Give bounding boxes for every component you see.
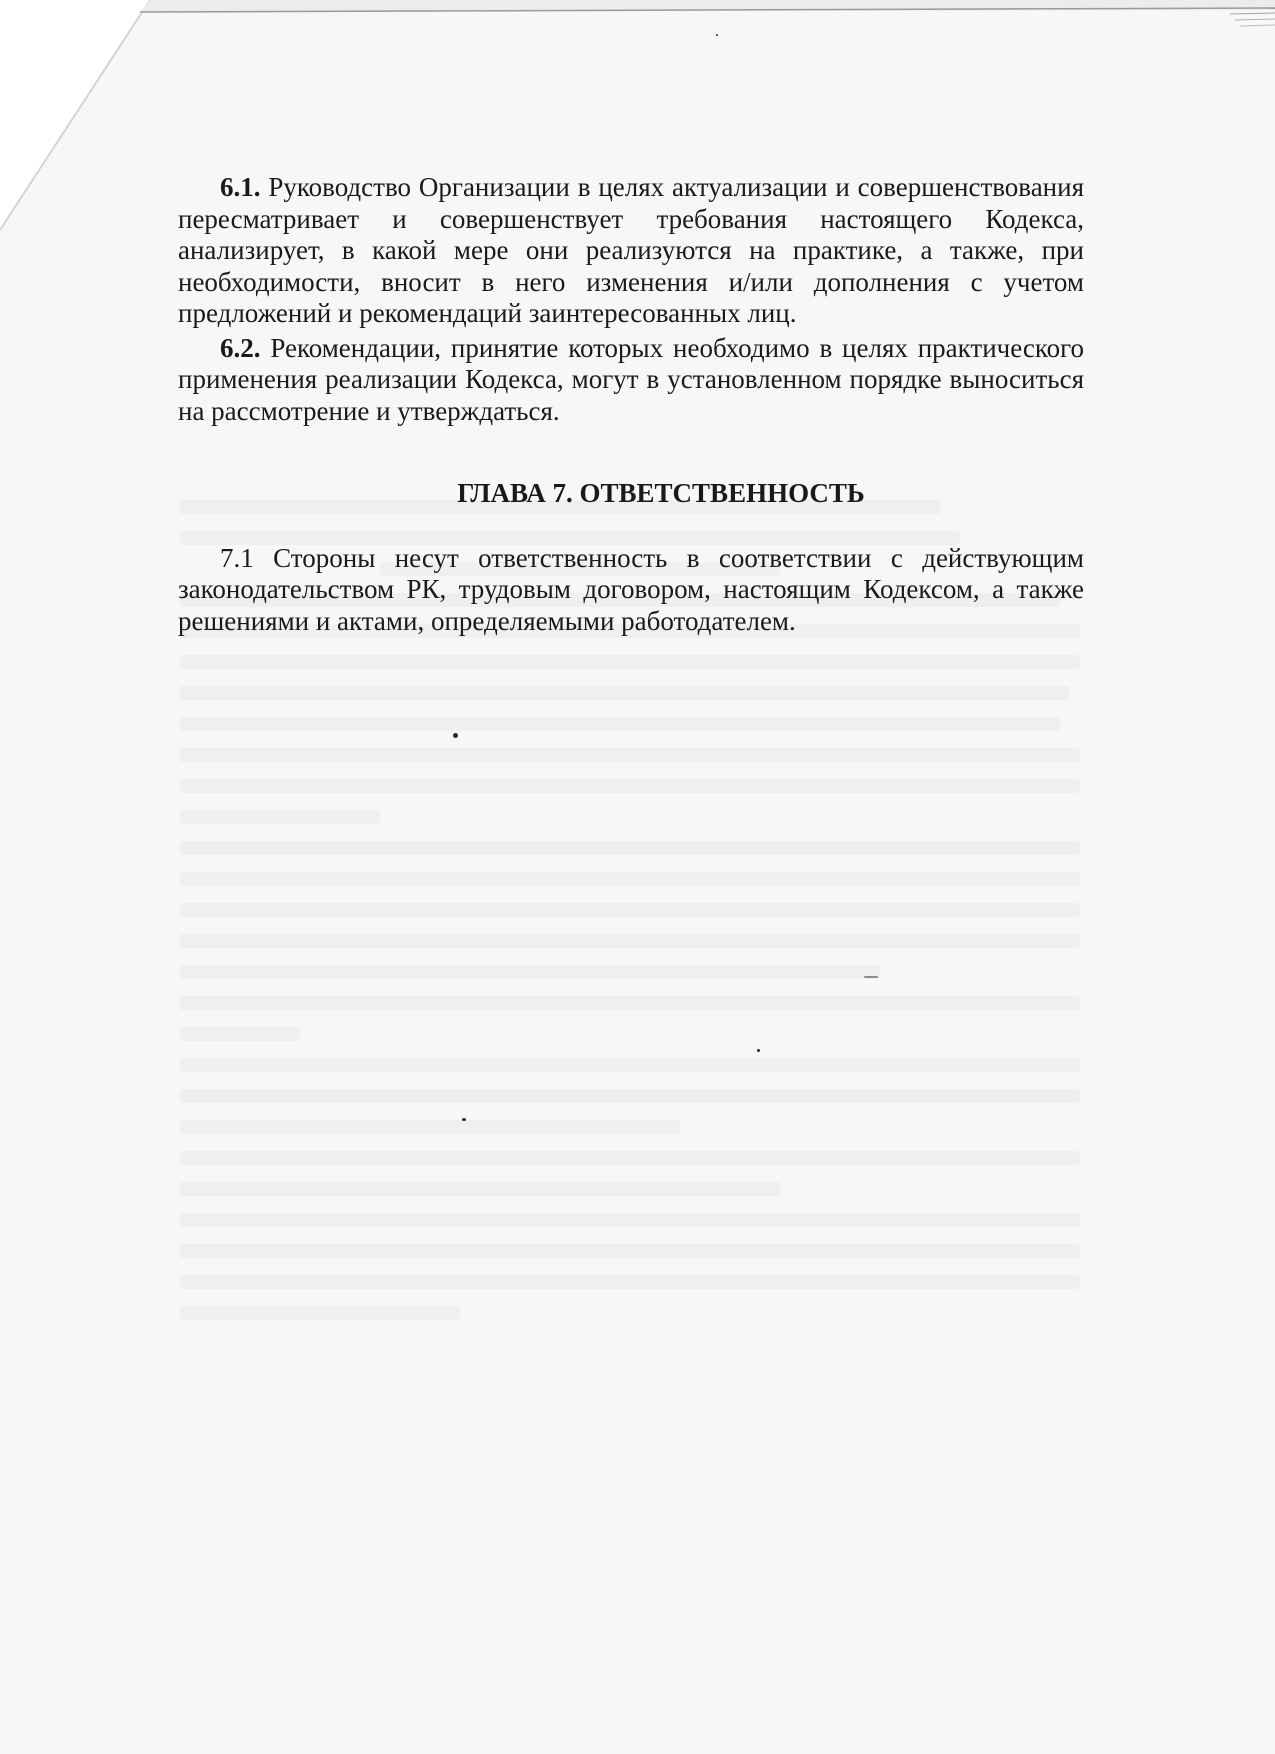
ink-speck	[757, 1049, 760, 1052]
bleed-through-text	[180, 500, 1120, 1600]
ink-speck	[864, 976, 878, 978]
paragraph-text: Руководство Организации в целях актуализации и совершенствования пересматривает и совершенствует требования настоящего Кодекса, анализирует, в какой мере они реализуются на практике, а также, при необходимости, вносит в него изменения и/или дополнения с учетом предложений и рекомендаций заинтересованных лиц.	[178, 172, 1085, 328]
paragraph-7-1: 7.1 Стороны несут ответственность в соответствии с действующим законодательством РК, трудовым договором, настоящим Кодексом, а также решениями и актами, определяемыми работодателем.	[178, 542, 1084, 636]
paragraph-number: 6.2.	[220, 332, 261, 363]
paragraph-6-2	[178, 333, 1084, 428]
ink-speck	[462, 1118, 466, 1121]
document-body	[178, 172, 1084, 637]
paragraph-6-1	[178, 172, 1084, 330]
chapter-title: ГЛАВА 7. ОТВЕТСТВЕННОСТЬ	[457, 478, 865, 508]
paragraph-number: 6.1.	[220, 172, 261, 202]
ink-speck	[716, 34, 718, 36]
paragraph-text: Рекомендации, принятие которых необходимо в целях практического применения реализации Кодекса, могут в установленном порядке выноситься на рассмотрение и утверждаться.	[178, 332, 1085, 426]
ink-speck	[453, 733, 458, 738]
page-edge-lines	[0, 0, 1275, 40]
